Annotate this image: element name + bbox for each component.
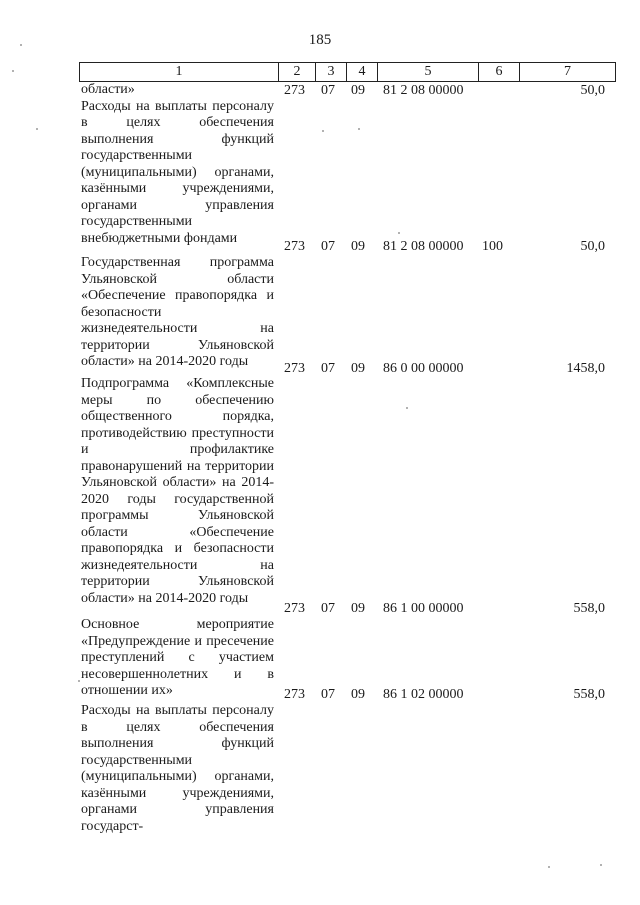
- table-row: [279, 238, 609, 255]
- table-row: [279, 686, 609, 703]
- scan-speck: [12, 70, 14, 72]
- cell-subsection: 09: [351, 239, 365, 254]
- cell-subsection: 09: [351, 601, 365, 616]
- cell-chapter: 273: [284, 601, 305, 616]
- cell-section: 07: [321, 239, 335, 254]
- cell-amount: 558,0: [573, 601, 605, 616]
- cell-amount: 558,0: [573, 687, 605, 702]
- cell-target-article: 86 0 00 00000: [383, 361, 464, 376]
- cell-chapter: 273: [284, 239, 305, 254]
- scan-speck: [548, 866, 550, 868]
- scan-speck: [322, 130, 324, 132]
- row-description: Расходы на выплаты персоналу в целях обеспечения выполнения функций государственными (муниципальными) органами, казёнными учреждениями, органами управления государст-: [81, 703, 274, 834]
- cell-subsection: 09: [351, 83, 365, 98]
- cell-chapter: 273: [284, 687, 305, 702]
- scan-speck: [358, 128, 360, 130]
- cell-chapter: 273: [284, 361, 305, 376]
- cell-section: 07: [321, 601, 335, 616]
- page-number: 185: [308, 32, 332, 48]
- table-row: [279, 360, 609, 377]
- cell-chapter: 273: [284, 83, 305, 98]
- table-row: [279, 82, 609, 99]
- row-description: Подпрограмма «Комплексные меры по обеспечению общественного порядка, противодействию преступности и профилактике правонарушений на территории Ульяновской области» на 2014-2020 годы государственной программы Ульяновской области «Обеспечение правопорядка и безопасности жизнедеятельности на территории Ульяновской области» на 2014-2020 годы: [81, 376, 274, 606]
- column-header-1: 1: [80, 63, 279, 81]
- cell-amount: 50,0: [580, 83, 605, 98]
- cell-target-article: 81 2 08 00000: [383, 83, 464, 98]
- cell-section: 07: [321, 687, 335, 702]
- column-header-3: 3: [316, 63, 347, 81]
- cell-target-article: 86 1 02 00000: [383, 687, 464, 702]
- row-description: Государственная программа Ульяновской области «Обеспечение правопорядка и безопасности жизнедеятельности на территории Ульяновской области» на 2014-2020 годы: [81, 255, 274, 369]
- column-header-5: 5: [378, 63, 479, 81]
- cell-section: 07: [321, 83, 335, 98]
- scan-speck: [398, 232, 400, 234]
- table-header: [79, 62, 616, 82]
- cell-subsection: 09: [351, 687, 365, 702]
- scan-speck: [20, 44, 22, 46]
- cell-expense-type: 100: [482, 239, 503, 254]
- column-header-6: 6: [479, 63, 520, 81]
- scan-speck: [406, 407, 408, 409]
- row-description: Основное мероприятие «Предупреждение и пресечение преступлений с участием несовершеннолетних и в отношении их»: [81, 617, 274, 698]
- cell-section: 07: [321, 361, 335, 376]
- column-header-7: 7: [564, 64, 571, 79]
- cell-target-article: 81 2 08 00000: [383, 239, 464, 254]
- column-header-2: 2: [279, 63, 316, 81]
- cell-amount: 50,0: [580, 239, 605, 254]
- scan-speck: [78, 680, 80, 682]
- cell-subsection: 09: [351, 361, 365, 376]
- table-row: [279, 600, 609, 617]
- scan-speck: [36, 128, 38, 130]
- cell-amount: 1458,0: [566, 361, 605, 376]
- cell-target-article: 86 1 00 00000: [383, 601, 464, 616]
- row-description: области» Расходы на выплаты персоналу в целях обеспечения выполнения функций государственными (муниципальными) органами, казёнными учреждениями, органами управления государственными внебюджетными фондами: [81, 82, 274, 246]
- column-header-4: 4: [347, 63, 378, 81]
- scan-speck: [600, 864, 602, 866]
